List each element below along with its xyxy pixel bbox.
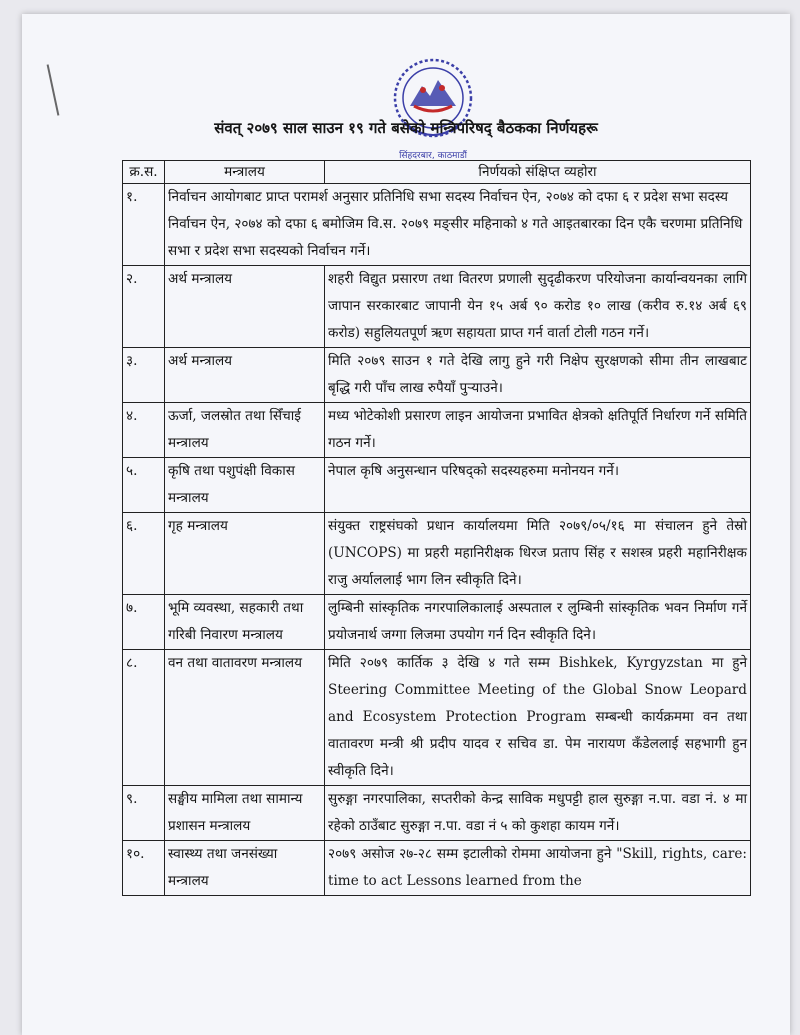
table-row (123, 184, 751, 266)
page-title: संवत् २०७९ साल साउन १९ गते बसेको मन्त्रिपरिषद् बैठकका निर्णयहरू (214, 119, 598, 137)
table-row (123, 650, 751, 786)
scan-mark (47, 64, 60, 115)
table-row (123, 266, 751, 348)
row-ministry: वन तथा वातावरण मन्त्रालय (165, 650, 325, 786)
decisions-table (122, 160, 751, 896)
row-decision: लुम्बिनी सांस्कृतिक नगरपालिकालाई अस्पताल र लुम्बिनी सांस्कृतिक भवन निर्माण गर्ने प्रयोजनार्थ जग्गा लिजमा उपयोग गर्न दिन स्वीकृति दिने। (325, 595, 751, 650)
row-decision: संयुक्त राष्ट्रसंघको प्रधान कार्यालयमा मिति २०७९/०५/१६ मा संचालन हुने तेस्रो (UNCOPS) मा प्रहरी महानिरीक्षक धिरज प्रताप सिंह र सशस्त्र प्रहरी महानिरीक्षक राजु अर्याललाई भाग लिन स्वीकृति दिने। (325, 513, 751, 595)
row-number: ९. (123, 786, 165, 841)
table-row (123, 458, 751, 513)
row-ministry: ऊर्जा, जलस्रोत तथा सिँचाई मन्त्रालय (165, 403, 325, 458)
table-header-row (123, 161, 751, 184)
table-row (123, 841, 751, 896)
table-row (123, 513, 751, 595)
header-ministry: मन्त्रालय (165, 161, 325, 184)
government-seal-icon (374, 50, 492, 168)
table-row (123, 786, 751, 841)
header-number: क्र.स. (123, 161, 165, 184)
table-row (123, 348, 751, 403)
row-ministry: अर्थ मन्त्रालय (165, 348, 325, 403)
seal-text: सिंहदरबार, काठमाडौं (399, 151, 467, 161)
row-number: ८. (123, 650, 165, 786)
row-ministry: कृषि तथा पशुपंक्षी विकास मन्त्रालय (165, 458, 325, 513)
row-ministry: स्वास्थ्य तथा जनसंख्या मन्त्रालय (165, 841, 325, 896)
row-ministry: अर्थ मन्त्रालय (165, 266, 325, 348)
row-decision: मध्य भोटेकोशी प्रसारण लाइन आयोजना प्रभावित क्षेत्रको क्षतिपूर्ति निर्धारण गर्ने समिति गठन गर्ने। (325, 403, 751, 458)
row-number: ५. (123, 458, 165, 513)
row-ministry: भूमि व्यवस्था, सहकारी तथा गरिबी निवारण मन्त्रालय (165, 595, 325, 650)
row-decision: नेपाल कृषि अनुसन्धान परिषद्को सदस्यहरुमा मनोनयन गर्ने। (325, 458, 751, 513)
row-decision: शहरी विद्युत प्रसारण तथा वितरण प्रणाली सुदृढीकरण परियोजना कार्यान्वयनका लागि जापान सरकारबाट जापानी येन १५ अर्ब ९० करोड १० लाख (करीव रु.१४ अर्ब ६९ करोड) सहुलियतपूर्ण ऋण सहायता प्राप्त गर्न वार्ता टोली गठन गर्ने। (325, 266, 751, 348)
row-decision: २०७९ असोज २७-२८ सम्म इटालीको रोममा आयोजना हुने "Skill, rights, care: time to act Lessons learned from the (325, 841, 751, 896)
row-ministry: सङ्घीय मामिला तथा सामान्य प्रशासन मन्त्रालय (165, 786, 325, 841)
row-number: २. (123, 266, 165, 348)
row-number: ४. (123, 403, 165, 458)
row-ministry: गृह मन्त्रालय (165, 513, 325, 595)
row-number: ७. (123, 595, 165, 650)
row-decision: सुरुङ्गा नगरपालिका, सप्तरीको केन्द्र साविक मधुपट्टी हाल सुरुङ्गा न.पा. वडा नं. ४ मा रहेको ठाउँबाट सुरुङ्गा न.पा. वडा नं ५ को कुशहा कायम गर्ने। (325, 786, 751, 841)
row-decision: मिति २०७९ कार्तिक ३ देखि ४ गते सम्म Bishkek, Kyrgyzstan मा हुने Steering Committee Meeting of the Global Snow Leopard and Ecosystem Protection Program सम्बन्धी कार्यक्रममा वन तथा वातावरण मन्त्री श्री प्रदीप यादव र सचिव डा. पेम नारायण कँडेललाई सहभागी हुन स्वीकृति दिने। (325, 650, 751, 786)
row-number: १. (123, 184, 165, 266)
row-number: ६. (123, 513, 165, 595)
header-decision: निर्णयको संक्षिप्त व्यहोरा (325, 161, 751, 184)
row-number: ३. (123, 348, 165, 403)
row-number: १०. (123, 841, 165, 896)
table-row (123, 403, 751, 458)
table-row (123, 595, 751, 650)
document-page (22, 14, 790, 1035)
row-decision: मिति २०७९ साउन १ गते देखि लागु हुने गरी निक्षेप सुरक्षणको सीमा तीन लाखबाट बृद्धि गरी पाँच लाख रुपैयाँ पुऱ्याउने। (325, 348, 751, 403)
row-decision: निर्वाचन आयोगबाट प्राप्त परामर्श अनुसार प्रतिनिधि सभा सदस्य निर्वाचन ऐन, २०७४ को दफा ६ र प्रदेश सभा सदस्य निर्वाचन ऐन, २०७४ को दफा ६ बमोजिम वि.स. २०७९ मङ्सीर महिनाको ४ गते आइतबारका दिन एकै चरणमा प्रतिनिधि सभा र प्रदेश सभा सदस्यको निर्वाचन गर्ने। (165, 184, 751, 266)
